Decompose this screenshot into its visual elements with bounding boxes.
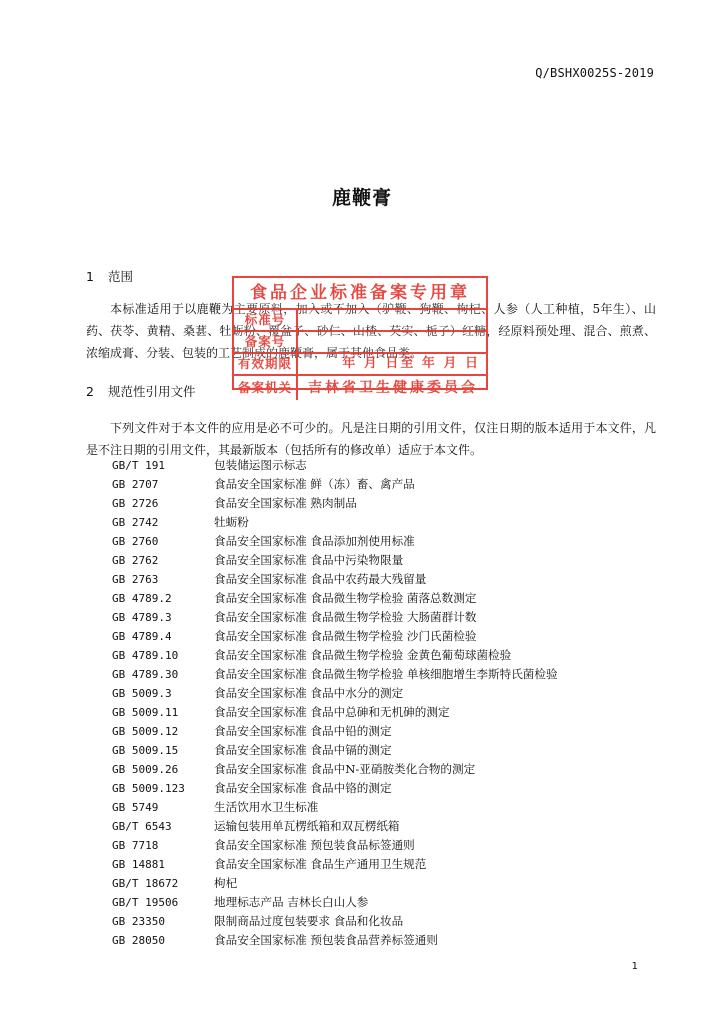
reference-code: GB 2763: [112, 573, 159, 586]
section-number: 2: [86, 384, 94, 399]
reference-title: 食品安全国家标准 食品中镉的测定: [214, 743, 392, 757]
reference-code: GB/T 18672: [112, 877, 179, 890]
reference-title: 牡蛎粉: [214, 515, 249, 529]
reference-row: [112, 780, 632, 799]
stamp-row: [234, 354, 486, 376]
reference-row: [112, 685, 632, 704]
reference-title: 包装储运图示标志: [214, 458, 307, 472]
reference-code: GB 4789.10: [112, 649, 179, 662]
section-heading-scope: [86, 267, 133, 285]
reference-title: 食品安全国家标准 食品中N-亚硝胺类化合物的测定: [214, 762, 476, 776]
reference-title: 食品安全国家标准 食品中铅的测定: [214, 724, 392, 738]
stamp-row: [234, 332, 486, 354]
reference-code: GB 2726: [112, 497, 159, 510]
reference-title: 食品安全国家标准 食品微生物学检验 菌落总数测定: [214, 591, 477, 605]
reference-title: 食品安全国家标准 食品微生物学检验 沙门氏菌检验: [214, 629, 477, 643]
reference-row: [112, 590, 632, 609]
reference-title: 食品安全国家标准 熟肉制品: [214, 496, 357, 510]
reference-row: [112, 495, 632, 514]
reference-title: 食品安全国家标准 食品微生物学检验 大肠菌群计数: [214, 610, 477, 624]
section-title: 范围: [108, 269, 134, 284]
reference-row: [112, 856, 632, 875]
reference-code: GB 5009.12: [112, 725, 179, 738]
reference-row: [112, 628, 632, 647]
reference-title: 食品安全国家标准 食品中污染物限量: [214, 553, 404, 567]
reference-row: [112, 609, 632, 628]
reference-row: [112, 457, 632, 476]
reference-row: [112, 571, 632, 590]
reference-title: 食品安全国家标准 预包装食品标签通则: [214, 838, 415, 852]
reference-code: GB 2762: [112, 554, 159, 567]
stamp-title: 食品企业标准备案专用章: [234, 278, 486, 310]
reference-code: GB 2760: [112, 535, 159, 548]
reference-row: [112, 742, 632, 761]
standard-code: Q/BSHX0025S-2019: [535, 66, 654, 80]
reference-code: GB 28050: [112, 934, 165, 947]
reference-row: [112, 704, 632, 723]
reference-code: GB 2707: [112, 478, 159, 491]
reference-code: GB 5009.11: [112, 706, 179, 719]
reference-code: GB/T 19506: [112, 896, 179, 909]
reference-row: [112, 723, 632, 742]
reference-code: GB 5749: [112, 801, 159, 814]
reference-title: 枸杞: [214, 876, 238, 890]
scope-paragraph: 本标准适用于以鹿鞭为主要原料，加入或不加入（驴鞭、狗鞭、枸杞、人参（人工种植，5年生）、山药、茯苓、黄精、桑葚、牡蛎粉、覆盆子、砂仁、山楂、芡实、栀子）红糖，经原料预处理、混合、煎煮、浓缩成膏、分装、包装的工艺制成的鹿鞭膏，属于其他食品类。: [86, 302, 656, 360]
reference-title: 食品安全国家标准 食品添加剂使用标准: [214, 534, 415, 548]
references-intro-paragraph: 下列文件对于本文件的应用是必不可少的。凡是注日期的引用文件，仅注日期的版本适用于本文件，凡是不注日期的引用文件，其最新版本（包括所有的修改单）适应于本文件。: [86, 421, 656, 457]
reference-title: 食品安全国家标准 食品中水分的测定: [214, 686, 404, 700]
page-number: 1: [631, 961, 638, 972]
document-title: 鹿鞭膏: [331, 187, 392, 209]
reference-row: [112, 552, 632, 571]
stamp-value: 年 月 日至 年 月 日: [342, 356, 480, 371]
reference-list: [112, 457, 632, 951]
reference-title: 食品安全国家标准 食品中总砷和无机砷的测定: [214, 705, 450, 719]
reference-row: [112, 514, 632, 533]
reference-code: GB 5009.26: [112, 763, 179, 776]
reference-row: [112, 799, 632, 818]
stamp-label: 备案号: [234, 332, 298, 352]
reference-title: 限制商品过度包装要求 食品和化妆品: [214, 914, 404, 928]
reference-title: 食品安全国家标准 鲜（冻）畜、禽产品: [214, 477, 415, 491]
reference-code: GB 7718: [112, 839, 159, 852]
section-number: 1: [86, 269, 94, 284]
reference-title: 生活饮用水卫生标准: [214, 800, 319, 814]
reference-code: GB/T 191: [112, 459, 165, 472]
reference-row: [112, 476, 632, 495]
reference-code: GB 14881: [112, 858, 165, 871]
stamp-label: 备案机关: [234, 376, 298, 400]
registration-stamp: [232, 276, 488, 396]
reference-row: [112, 533, 632, 552]
stamp-label: 标准号: [234, 310, 298, 330]
reference-code: GB 4789.4: [112, 630, 172, 643]
reference-title: 食品安全国家标准 食品生产通用卫生规范: [214, 857, 427, 871]
reference-title: 食品安全国家标准 食品微生物学检验 金黄色葡萄球菌检验: [214, 648, 512, 662]
reference-code: GB/T 6543: [112, 820, 172, 833]
reference-title: 食品安全国家标准 食品微生物学检验 单核细胞增生李斯特氏菌检验: [214, 667, 558, 681]
section-title: 规范性引用文件: [108, 384, 196, 399]
stamp-value: 吉林省卫生健康委员会: [308, 380, 478, 396]
stamp-row: [234, 376, 486, 400]
section-heading-references: [86, 382, 196, 400]
reference-row: [112, 913, 632, 932]
reference-title: 运输包装用单瓦楞纸箱和双瓦楞纸箱: [214, 819, 400, 833]
reference-code: GB 5009.123: [112, 782, 185, 795]
reference-code: GB 4789.2: [112, 592, 172, 605]
reference-code: GB 5009.3: [112, 687, 172, 700]
reference-title: 食品安全国家标准 预包装食品营养标签通则: [214, 933, 438, 947]
reference-row: [112, 837, 632, 856]
reference-row: [112, 666, 632, 685]
reference-code: GB 4789.3: [112, 611, 172, 624]
reference-row: [112, 818, 632, 837]
stamp-value: [298, 332, 486, 352]
reference-title: 食品安全国家标准 食品中农药最大残留量: [214, 572, 427, 586]
reference-row: [112, 647, 632, 666]
reference-title: 食品安全国家标准 食品中铬的测定: [214, 781, 392, 795]
reference-title: 地理标志产品 吉林长白山人参: [214, 895, 369, 909]
reference-code: GB 4789.30: [112, 668, 179, 681]
reference-code: GB 5009.15: [112, 744, 179, 757]
reference-row: [112, 761, 632, 780]
stamp-row: [234, 310, 486, 332]
reference-row: [112, 894, 632, 913]
reference-code: GB 23350: [112, 915, 165, 928]
reference-code: GB 2742: [112, 516, 159, 529]
reference-row: [112, 932, 632, 951]
stamp-label: 有效期限: [234, 354, 298, 374]
reference-row: [112, 875, 632, 894]
stamp-value: [298, 310, 486, 330]
